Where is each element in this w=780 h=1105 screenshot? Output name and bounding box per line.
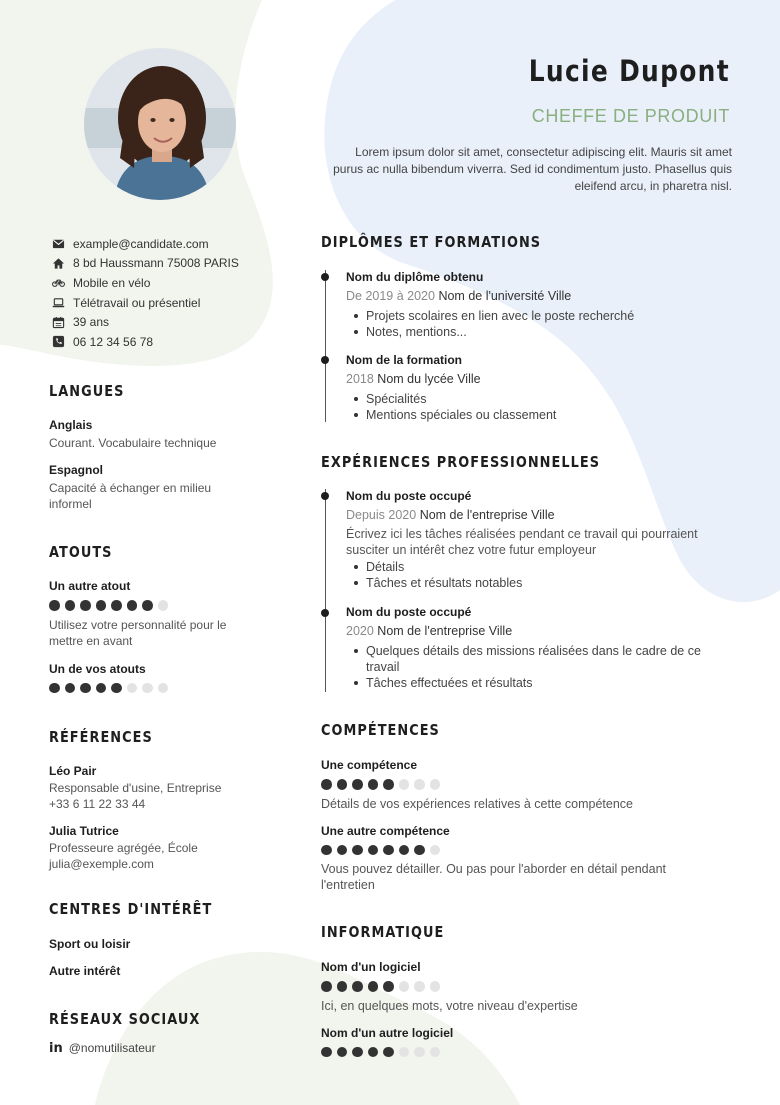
rating-dot-filled <box>414 845 425 856</box>
section-title-assets: ATOUTS <box>49 543 113 561</box>
education-meta <box>346 289 736 303</box>
experience-timeline-line <box>325 489 326 692</box>
language-level: Courant. Vocabulaire technique <box>49 436 217 450</box>
rating-dot-filled <box>368 779 379 790</box>
bullet-item: Tâches effectuées et résultats <box>346 675 736 691</box>
experience-bullets <box>346 643 736 691</box>
rating-dot-filled <box>65 600 76 611</box>
contact-text: Télétravail ou présentiel <box>73 295 201 310</box>
timeline-dot <box>321 273 329 281</box>
rating-dot-filled <box>96 600 107 611</box>
rating-dot-empty <box>142 683 153 694</box>
education-entry <box>346 270 736 340</box>
reference-name: Julia Tutrice <box>49 824 119 838</box>
reference-contact: julia@exemple.com <box>49 857 154 871</box>
skill-rating <box>321 845 721 856</box>
bullet-item: Projets scolaires en lien avec le poste recherché <box>346 308 736 324</box>
bullet-item: Spécialités <box>346 391 736 407</box>
laptop-icon <box>52 296 65 309</box>
language-name: Anglais <box>49 418 93 432</box>
rating-dot-filled <box>96 683 107 694</box>
section-title-social: RÉSEAUX SOCIAUX <box>49 1010 201 1028</box>
reference-name: Léo Pair <box>49 764 97 778</box>
asset-name: Un de vos atouts <box>49 661 146 676</box>
software-name: Nom d'un autre logiciel <box>321 1025 454 1040</box>
contact-phone <box>52 332 239 352</box>
experience-meta <box>346 508 736 522</box>
social-linkedin[interactable] <box>49 1040 156 1056</box>
rating-dot-filled <box>65 683 76 694</box>
rating-dot-filled <box>321 981 332 992</box>
rating-dot-filled <box>127 600 138 611</box>
experience-entry <box>346 605 736 691</box>
experience-place: Nom de l'entreprise Ville <box>377 624 513 638</box>
rating-dot-empty <box>127 683 138 694</box>
references-list <box>49 764 269 872</box>
rating-dot-filled <box>49 600 60 611</box>
rating-dot-filled <box>321 845 332 856</box>
intro-text: Lorem ipsum dolor sit amet, consectetur adipiscing elit. Mauris sit amet purus ac nulla bibendum viverra. Sed id condimentum justo. Phasellus quis eleifend arcu, in pharetra nisl. <box>333 145 732 193</box>
rating-dot-filled <box>383 981 394 992</box>
experience-date: Depuis 2020 <box>346 508 417 522</box>
software-name: Nom d'un logiciel <box>321 960 421 974</box>
candidate-name: Lucie Dupont <box>528 54 730 88</box>
skill-name: Une autre compétence <box>321 823 450 838</box>
software-rating <box>321 1047 721 1058</box>
bicycle-icon <box>52 276 65 289</box>
education-place: Nom du lycée Ville <box>377 372 481 386</box>
email-icon <box>52 237 65 250</box>
contact-mobility <box>52 273 239 293</box>
rating-dot-empty <box>414 1047 425 1058</box>
rating-dot-filled <box>352 1047 363 1058</box>
rating-dot-empty <box>430 845 441 856</box>
contact-text: 8 bd Haussmann 75008 PARIS <box>73 256 239 271</box>
rating-dot-filled <box>383 779 394 790</box>
education-timeline-line <box>325 270 326 422</box>
home-icon <box>52 257 65 270</box>
rating-dot-filled <box>49 683 60 694</box>
rating-dot-filled <box>337 981 348 992</box>
education-entry <box>346 353 736 423</box>
contact-age <box>52 312 239 332</box>
software-list <box>321 960 721 1057</box>
phone-icon <box>52 335 65 348</box>
rating-dot-empty <box>414 981 425 992</box>
skills-list <box>321 758 721 893</box>
profile-photo <box>84 48 236 200</box>
contact-text: 39 ans <box>73 315 110 330</box>
social-handle[interactable]: @nomutilisateur <box>68 1041 156 1055</box>
rating-dot-filled <box>111 600 122 611</box>
rating-dot-filled <box>80 600 91 611</box>
rating-dot-filled <box>368 981 379 992</box>
rating-dot-filled <box>111 683 122 694</box>
timeline-dot <box>321 492 329 500</box>
rating-dot-filled <box>368 1047 379 1058</box>
contact-text: 06 12 34 56 78 <box>73 334 154 349</box>
language-list <box>49 418 269 512</box>
language-level: Capacité à échanger en milieu informel <box>49 481 212 511</box>
rating-dot-filled <box>352 845 363 856</box>
rating-dot-empty <box>158 683 169 694</box>
rating-dot-filled <box>337 779 348 790</box>
rating-dot-filled <box>80 683 91 694</box>
rating-dot-filled <box>337 845 348 856</box>
calendar-icon <box>52 316 65 329</box>
rating-dot-empty <box>399 1047 410 1058</box>
contact-text: Mobile en vélo <box>73 275 151 290</box>
education-title: Nom du diplôme obtenu <box>346 270 484 284</box>
software-desc: Ici, en quelques mots, votre niveau d'expertise <box>321 998 578 1013</box>
assets-list <box>49 579 269 693</box>
reference-role: Professeure agrégée, École <box>49 841 198 855</box>
rating-dot-filled <box>399 845 410 856</box>
education-bullets <box>346 391 736 423</box>
interest-item: Autre intérêt <box>49 964 121 978</box>
skill-name: Une compétence <box>321 758 418 772</box>
skill-desc: Vous pouvez détailler. Ou pas pour l'aborder en détail pendant l'entretien <box>321 862 666 892</box>
education-date: 2018 <box>346 372 374 386</box>
experience-meta <box>346 624 736 638</box>
bullet-item: Quelques détails des missions réalisées dans le cadre de ce travail <box>346 643 736 675</box>
section-title-references: RÉFÉRENCES <box>49 728 153 746</box>
linkedin-icon: in <box>49 1040 63 1056</box>
rating-dot-empty <box>430 981 441 992</box>
asset-desc: Utilisez votre personnalité pour le mettre en avant <box>49 617 227 648</box>
rating-dot-filled <box>352 779 363 790</box>
section-title-education: DIPLÔMES ET FORMATIONS <box>321 233 542 251</box>
section-title-experience: EXPÉRIENCES PROFESSIONNELLES <box>321 453 601 471</box>
portrait-illustration <box>84 48 236 200</box>
reference-contact: +33 6 11 22 33 44 <box>49 797 146 811</box>
software-rating <box>321 981 721 992</box>
rating-dot-filled <box>142 600 153 611</box>
experience-entry <box>346 489 736 591</box>
rating-dot-filled <box>383 1047 394 1058</box>
rating-dot-filled <box>383 845 394 856</box>
asset-rating <box>49 600 269 611</box>
experience-title: Nom du poste occupé <box>346 489 472 503</box>
rating-dot-filled <box>321 1047 332 1058</box>
language-name: Espagnol <box>49 463 104 477</box>
bullet-item: Mentions spéciales ou classement <box>346 407 736 423</box>
education-title: Nom de la formation <box>346 353 463 367</box>
asset-rating <box>49 683 269 694</box>
education-date: De 2019 à 2020 <box>346 289 435 303</box>
experience-bullets <box>346 559 736 591</box>
education-meta <box>346 372 736 386</box>
timeline-dot <box>321 609 329 617</box>
rating-dot-empty <box>430 1047 441 1058</box>
reference-role: Responsable d'usine, Entreprise <box>49 781 222 795</box>
rating-dot-filled <box>352 981 363 992</box>
rating-dot-empty <box>399 981 410 992</box>
timeline-dot <box>321 356 329 364</box>
rating-dot-filled <box>337 1047 348 1058</box>
skill-desc: Détails de vos expériences relatives à cette compétence <box>321 796 633 811</box>
section-title-languages: LANGUES <box>49 382 125 400</box>
experience-date: 2020 <box>346 624 374 638</box>
section-title-skills: COMPÉTENCES <box>321 721 440 739</box>
bullet-item: Détails <box>346 559 736 575</box>
job-title: CHEFFE DE PRODUIT <box>531 106 730 126</box>
rating-dot-filled <box>321 779 332 790</box>
education-place: Nom de l'université Ville <box>438 289 572 303</box>
contact-email <box>52 234 239 254</box>
bullet-item: Tâches et résultats notables <box>346 575 736 591</box>
experience-desc: Écrivez ici les tâches réalisées pendant ce travail qui pourraient susciter un intérêt chez votre futur employeur <box>346 527 698 557</box>
experience-title: Nom du poste occupé <box>346 605 472 619</box>
contact-list <box>52 234 239 352</box>
asset-name: Un autre atout <box>49 579 131 593</box>
bullet-item: Notes, mentions... <box>346 324 736 340</box>
contact-remote <box>52 293 239 313</box>
rating-dot-filled <box>368 845 379 856</box>
experience-place: Nom de l'entreprise Ville <box>419 508 555 522</box>
contact-address <box>52 254 239 274</box>
section-title-interests: CENTRES D'INTÉRÊT <box>49 900 213 918</box>
rating-dot-empty <box>414 779 425 790</box>
rating-dot-empty <box>158 600 169 611</box>
rating-dot-empty <box>430 779 441 790</box>
section-title-software: INFORMATIQUE <box>321 923 445 941</box>
rating-dot-empty <box>399 779 410 790</box>
education-bullets <box>346 308 736 340</box>
contact-text: example@candidate.com <box>73 236 209 251</box>
skill-rating <box>321 779 721 790</box>
interest-item: Sport ou loisir <box>49 937 131 951</box>
